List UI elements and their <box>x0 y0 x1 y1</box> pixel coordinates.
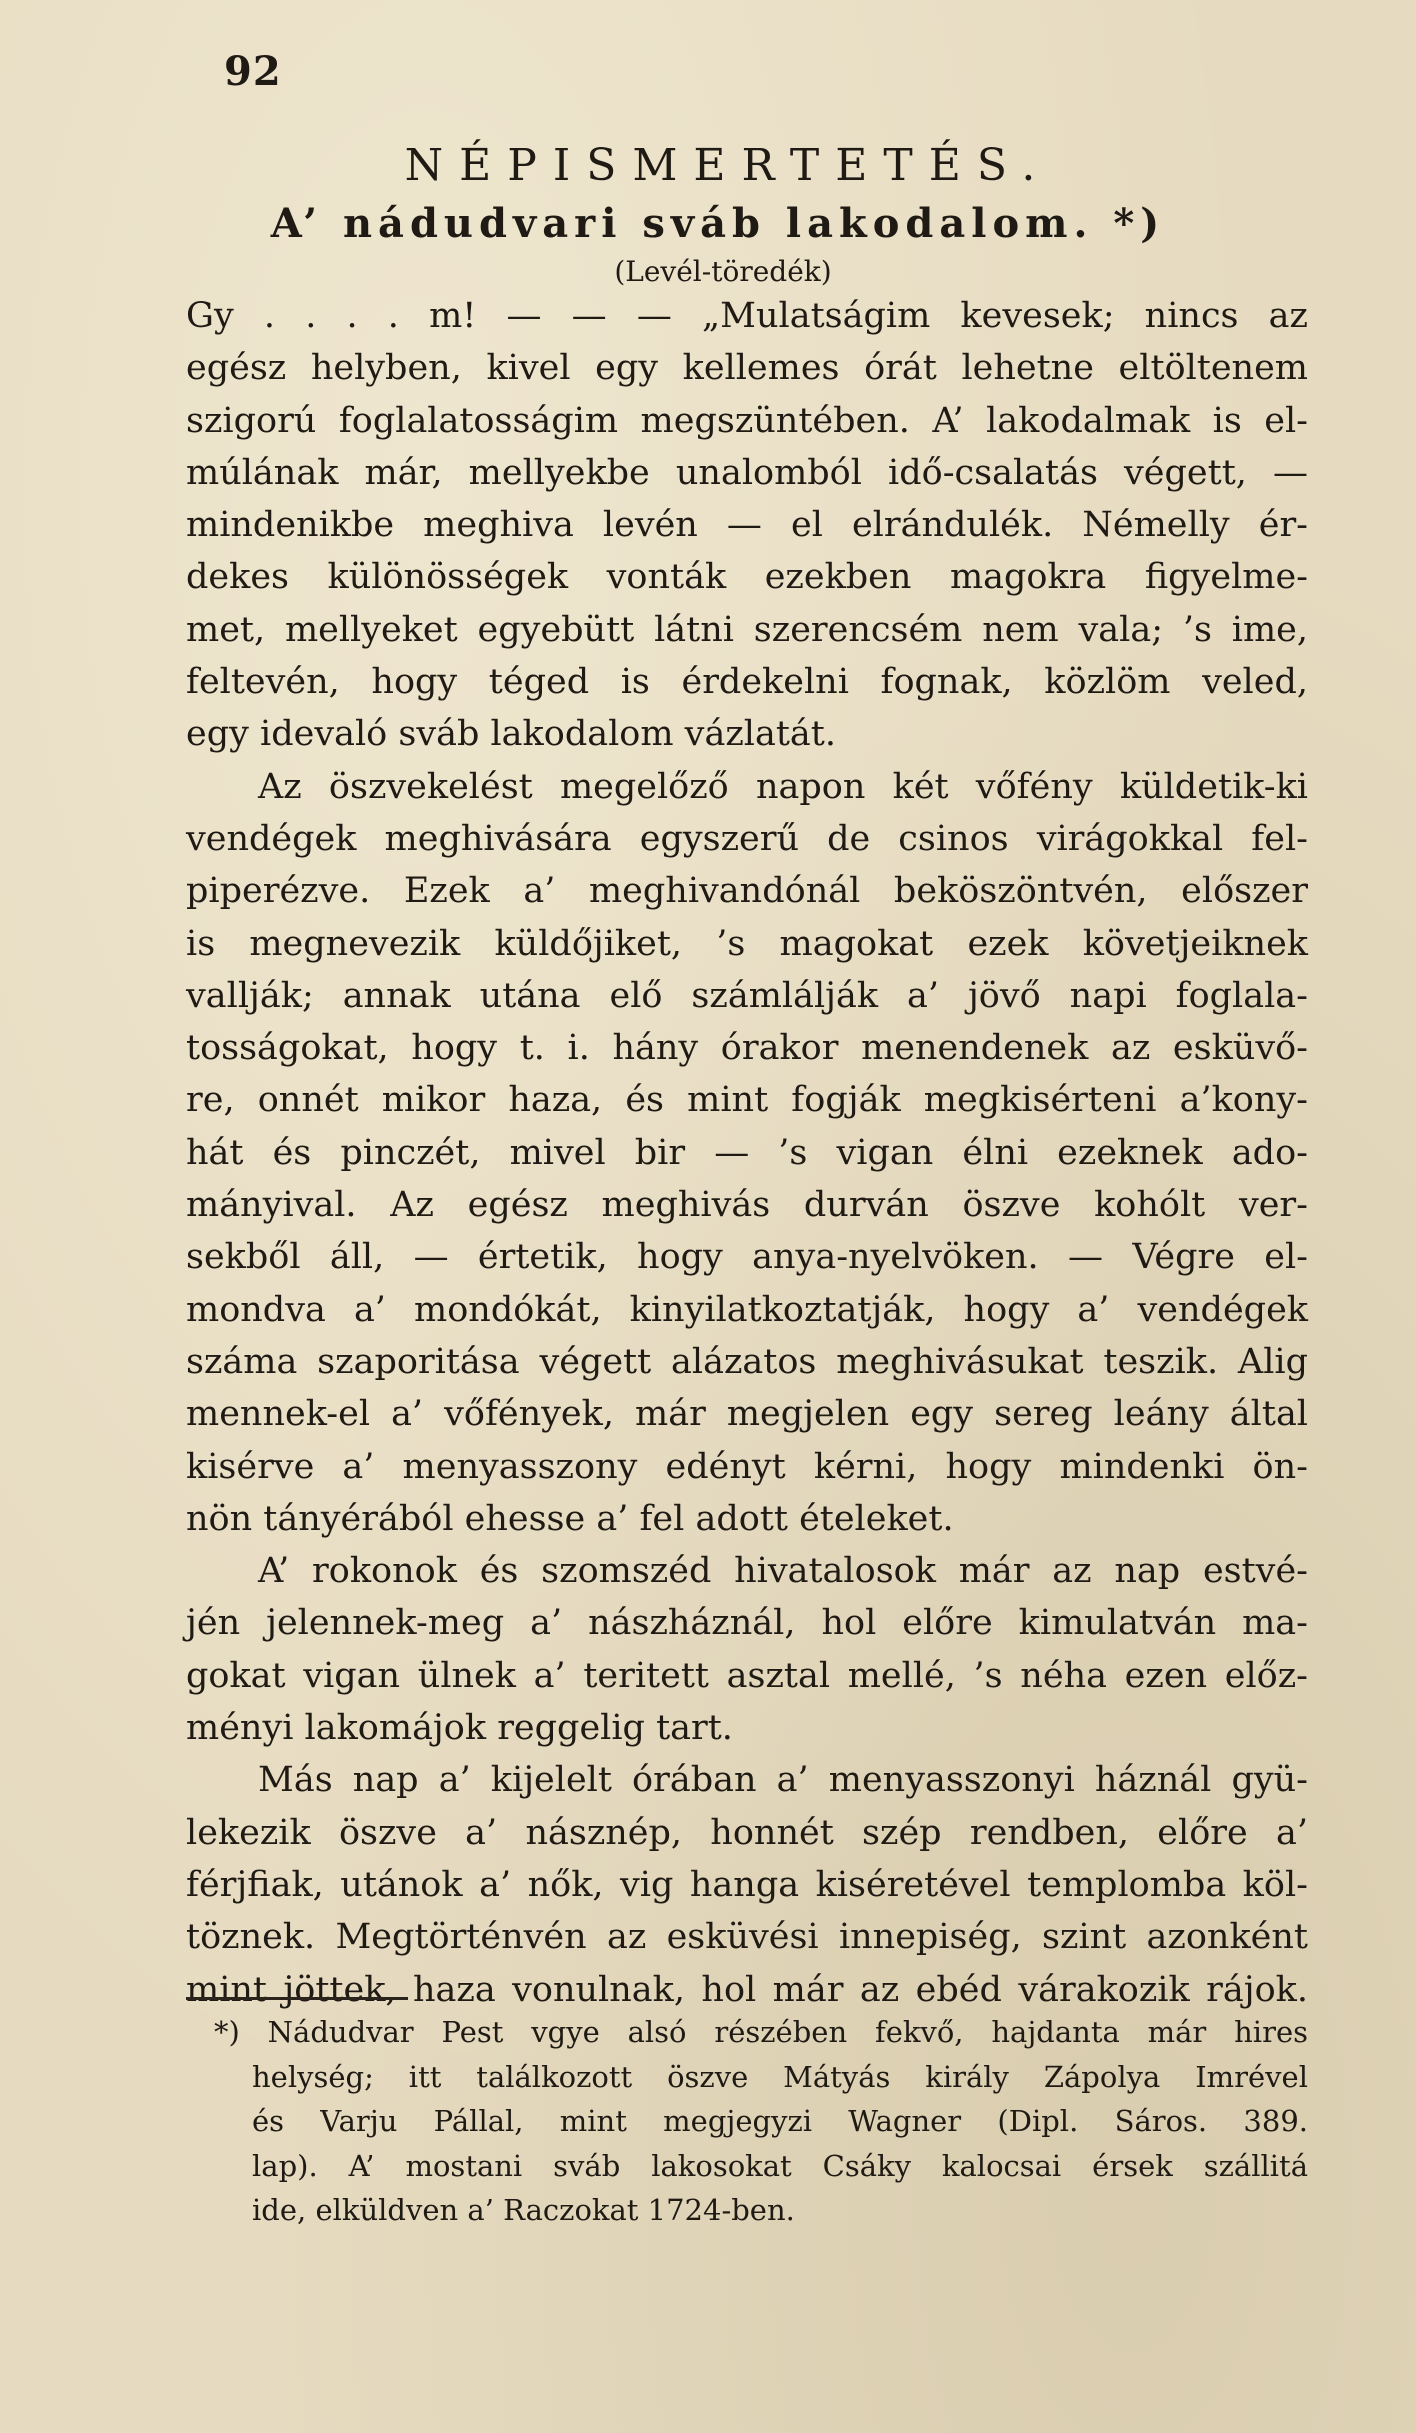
text-line: nön tányérából ehesse a’ fel adott ételeket. <box>186 1498 954 1539</box>
footnote-line: és Varju Pállal, mint megjegyzi Wagner (Dipl. Sáros. 389. <box>252 2104 1308 2138</box>
text-line: ményi lakomájok reggelig tart. <box>186 1708 733 1749</box>
text-line: Gy . . . . m! — — — „Mulatságim kevesek; nincs az <box>186 296 1308 336</box>
text-line: egész helyben, kivel egy kellemes órát lehetne eltöltenem <box>186 348 1308 389</box>
text-line: lekezik öszve a’ násznép, honnét szép rendben, előre a’ <box>186 1812 1308 1853</box>
text-line: mindenikbe meghiva levén — el elrándulék. Némelly ér- <box>186 505 1308 546</box>
text-line: mondva a’ mondókát, kinyilatkoztatják, hogy a’ vendégek <box>186 1289 1308 1330</box>
text-line: tosságokat, hogy t. i. hány órakor menendenek az esküvő- <box>186 1028 1308 1069</box>
text-line: gokat vigan ülnek a’ teritett asztal mellé, ’s néha ezen előz- <box>186 1655 1308 1696</box>
text-line: mányival. Az egész meghivás durván öszve kohólt ver- <box>186 1185 1308 1226</box>
text-line: Az öszvekelést megelőző napon két vőfény küldetik-ki <box>258 766 1308 807</box>
text-line: re, onnét mikor haza, és mint fogják megkisérteni a’kony- <box>186 1080 1308 1121</box>
page-number: 92 <box>224 48 282 95</box>
text-line: jén jelennek-meg a’ nászháznál, hol előre kimulatván ma- <box>186 1603 1308 1644</box>
text-line: múlának már, mellyekbe unalomból idő-csalatás végett, — <box>186 452 1308 493</box>
article-title: A’ nádudvari sváb lakodalom. *) <box>270 200 1166 247</box>
text-line: met, mellyeket egyebütt látni szerencsém nem vala; ’s ime, <box>186 609 1308 650</box>
text-line: feltevén, hogy téged is érdekelni fognak, közlöm veled, <box>186 662 1308 703</box>
text-line: töznek. Megtörténvén az esküvési innepiség, szint azonként <box>186 1917 1308 1958</box>
section-title: NÉPISMERTETÉS. <box>404 140 1052 191</box>
text-line: mint jöttek, haza vonulnak, hol már az ebéd várakozik rájok. <box>186 1969 1308 2010</box>
text-line: is megnevezik küldőjiket, ’s magokat ezek követjeiknek <box>186 923 1308 964</box>
text-line: férjfiak, utánok a’ nők, vig hanga kiséretével templomba köl- <box>186 1864 1308 1905</box>
footnote-line: ide, elküldven a’ Raczokat 1724-ben. <box>252 2193 795 2227</box>
text-line: vendégek meghivására egyszerű de csinos virágokkal fel- <box>186 818 1308 859</box>
text-line: sekből áll, — értetik, hogy anya-nyelvöken. — Végre el- <box>186 1237 1308 1278</box>
footnote-line: lap). A’ mostani sváb lakosokat Csáky kalocsai érsek szállitá <box>252 2148 1308 2183</box>
text-line: piperézve. Ezek a’ meghivandónál beköszöntvén, előszer <box>186 871 1308 912</box>
text-line: Más nap a’ kijelelt órában a’ menyasszonyi háznál gyü- <box>258 1760 1308 1801</box>
footnote-line: helység; itt találkozott öszve Mátyás király Zápolya Imrével <box>252 2059 1308 2094</box>
body-text <box>186 290 1308 2016</box>
footnote-line: *) Nádudvar Pest vgye alsó részében fekvő, hajdanta már hires <box>214 2015 1308 2049</box>
text-line: egy idevaló sváb lakodalom vázlatát. <box>186 714 836 755</box>
text-line: száma szaporitása végett alázatos meghivásukat teszik. Alig <box>186 1341 1308 1382</box>
text-line: hát és pinczét, mivel bir — ’s vigan élni ezeknek ado- <box>186 1132 1308 1173</box>
text-line: dekes különösségek vonták ezekben magokra figyelme- <box>186 557 1308 598</box>
text-line: vallják; annak utána elő számlálják a’ jövő napi foglala- <box>186 975 1308 1016</box>
text-line: szigorú foglalatosságim megszüntében. A’ lakodalmak is el- <box>186 400 1308 441</box>
text-line: kisérve a’ menyasszony edényt kérni, hogy mindenki ön- <box>186 1446 1308 1487</box>
text-line: mennek-el a’ vőfények, már megjelen egy sereg leány által <box>186 1394 1308 1435</box>
text-line: A’ rokonok és szomszéd hivatalosok már az nap estvé- <box>258 1551 1308 1592</box>
footnote <box>214 2010 1308 2233</box>
article-subtitle: (Levél-töredék) <box>614 255 832 288</box>
footnote-divider <box>186 1997 408 2000</box>
